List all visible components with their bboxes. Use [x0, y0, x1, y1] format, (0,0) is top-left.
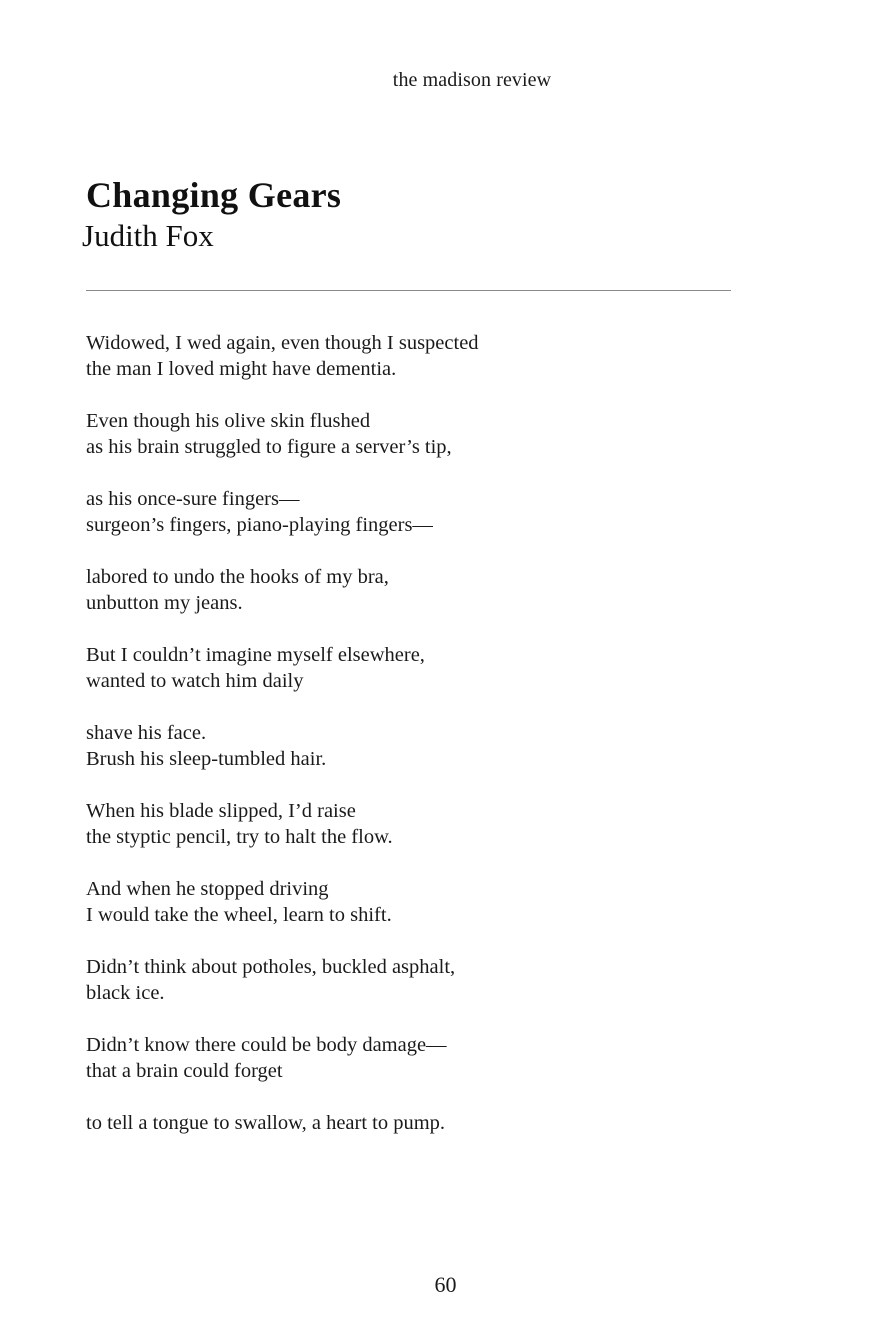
stanza — [86, 954, 726, 1006]
poem-line: labored to undo the hooks of my bra, — [86, 566, 389, 588]
poem-line: Brush his sleep-tumbled hair. — [86, 748, 327, 770]
poem-line: shave his face. — [86, 722, 207, 744]
poem-line: I would take the wheel, learn to shift. — [86, 904, 392, 926]
poem-line: that a brain could forget — [86, 1060, 283, 1082]
poem-line: the styptic pencil, try to halt the flow. — [86, 826, 393, 848]
stanza — [86, 1110, 726, 1136]
poem-author: Judith Fox — [82, 218, 214, 253]
poem-line: unbutton my jeans. — [86, 592, 243, 614]
page-number: 60 — [434, 1272, 457, 1297]
stanza — [86, 1032, 726, 1084]
poem-line: surgeon’s fingers, piano-playing fingers— — [86, 514, 433, 536]
stanza — [86, 876, 726, 928]
title-divider — [86, 290, 731, 291]
poem-line: Even though his olive skin flushed — [86, 410, 371, 432]
poem-line: the man I loved might have dementia. — [86, 358, 397, 380]
stanza — [86, 486, 726, 538]
poem-line: Didn’t think about potholes, buckled asphalt, — [86, 956, 456, 978]
poem-line: When his blade slipped, I’d raise — [86, 800, 356, 822]
poem-line: as his brain struggled to figure a server’s tip, — [86, 436, 452, 458]
poem-line: Widowed, I wed again, even though I suspected — [86, 332, 479, 354]
poem-line: black ice. — [86, 982, 165, 1004]
stanza — [86, 798, 726, 850]
poem-title: Changing Gears — [86, 175, 342, 215]
stanza — [86, 330, 726, 382]
stanza — [86, 564, 726, 616]
poem-line: But I couldn’t imagine myself elsewhere, — [86, 644, 425, 666]
stanza — [86, 720, 726, 772]
poem-line: as his once-sure fingers— — [86, 488, 300, 510]
poem-body — [86, 330, 726, 1162]
poem-line: to tell a tongue to swallow, a heart to pump. — [86, 1112, 446, 1134]
stanza — [86, 408, 726, 460]
stanza — [86, 642, 726, 694]
poem-line: wanted to watch him daily — [86, 670, 304, 692]
running-head: the madison review — [392, 69, 552, 91]
poem-line: And when he stopped driving — [86, 878, 329, 900]
poem-line: Didn’t know there could be body damage— — [86, 1034, 447, 1056]
